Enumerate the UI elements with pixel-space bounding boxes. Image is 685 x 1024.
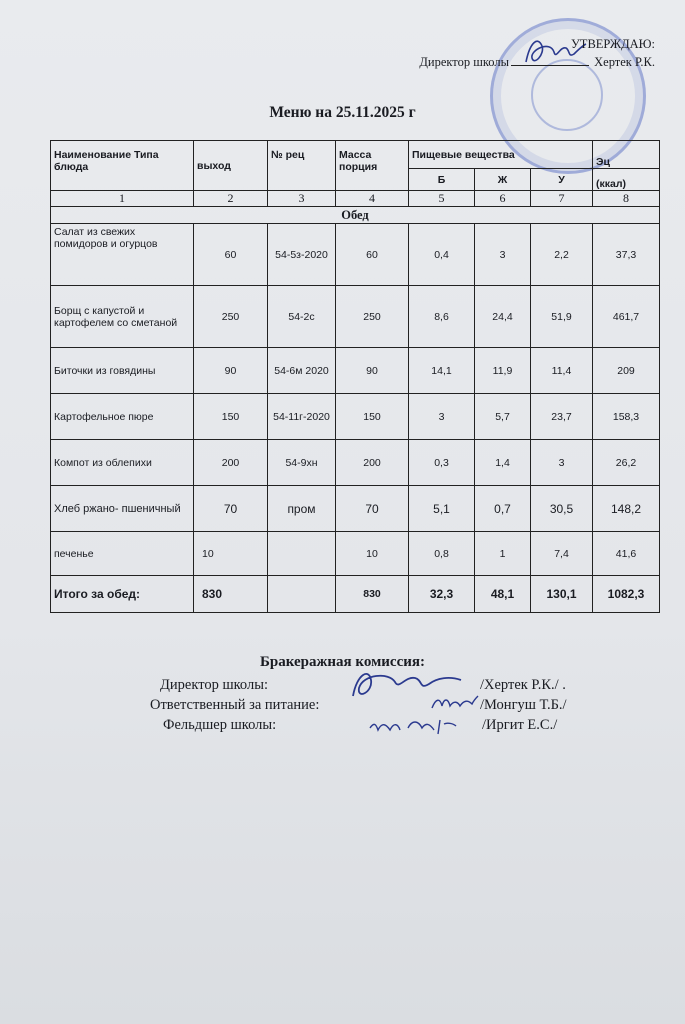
table-row — [51, 286, 660, 348]
total-output: 830 — [194, 576, 268, 613]
signature-line — [511, 53, 589, 66]
header-zh: Ж — [475, 169, 531, 191]
section-row — [51, 207, 660, 224]
menu-title: Меню на 25.11.2025 г — [269, 104, 416, 121]
commission-title: Бракеражная комиссия: — [260, 654, 425, 670]
dish-zh: 1,4 — [475, 440, 531, 486]
dish-u: 23,7 — [531, 394, 593, 440]
total-u: 130,1 — [531, 576, 593, 613]
table-row — [51, 348, 660, 394]
table-row — [51, 532, 660, 576]
dish-output: 150 — [194, 394, 268, 440]
dish-u: 51,9 — [531, 286, 593, 348]
dish-recipe — [268, 532, 336, 576]
header-mass: Масса порция — [336, 141, 409, 191]
member-name: /Монгуш Т.Б./ — [480, 697, 567, 713]
dish-b: 3 — [409, 394, 475, 440]
dish-energy: 41,6 — [593, 532, 660, 576]
header-output: выход — [194, 141, 268, 191]
dish-recipe: 54-6м 2020 — [268, 348, 336, 394]
total-row — [51, 576, 660, 613]
dish-b: 8,6 — [409, 286, 475, 348]
dish-recipe: 54-11г-2020 — [268, 394, 336, 440]
dish-mass: 250 — [336, 286, 409, 348]
table-row — [51, 394, 660, 440]
table-row — [51, 440, 660, 486]
dish-recipe: 54-9хн — [268, 440, 336, 486]
approval-name: Хертек Р.К. — [594, 55, 655, 69]
dish-output: 250 — [194, 286, 268, 348]
member-position: Ответственный за питание: — [150, 697, 320, 713]
dish-output: 200 — [194, 440, 268, 486]
header-nutrients: Пищевые вещества — [409, 141, 593, 169]
dish-energy: 26,2 — [593, 440, 660, 486]
dish-u: 7,4 — [531, 532, 593, 576]
dish-u: 11,4 — [531, 348, 593, 394]
dish-u: 30,5 — [531, 486, 593, 532]
dish-b: 0,8 — [409, 532, 475, 576]
dish-energy: 148,2 — [593, 486, 660, 532]
table-row — [51, 224, 660, 286]
dish-output: 60 — [194, 224, 268, 286]
column-number: 8 — [593, 191, 660, 207]
member-name: /Хертек Р.К./ . — [480, 677, 566, 693]
header-name: Наименование Типа блюда — [51, 141, 194, 191]
member-position: Фельдшер школы: — [163, 717, 277, 733]
dish-zh: 24,4 — [475, 286, 531, 348]
total-b: 32,3 — [409, 576, 475, 613]
header-recipe: № рец — [268, 141, 336, 191]
header-energy: Эц — [593, 141, 660, 169]
section-title: Обед — [51, 207, 660, 224]
dish-name: Биточки из говядины — [51, 348, 194, 394]
total-zh: 48,1 — [475, 576, 531, 613]
header-b: Б — [409, 169, 475, 191]
column-number: 6 — [475, 191, 531, 207]
header-row — [51, 141, 660, 169]
dish-name: Салат из свежих помидоров и огурцов — [51, 224, 194, 286]
header-u: У — [531, 169, 593, 191]
total-energy: 1082,3 — [593, 576, 660, 613]
dish-name: Хлеб ржано- пшеничный — [51, 486, 194, 532]
dish-b: 5,1 — [409, 486, 475, 532]
dish-zh: 11,9 — [475, 348, 531, 394]
dish-mass: 90 — [336, 348, 409, 394]
dish-mass: 10 — [336, 532, 409, 576]
dish-energy: 37,3 — [593, 224, 660, 286]
approval-heading: УТВЕРЖДАЮ: — [570, 37, 655, 51]
dish-recipe: 54-5з-2020 — [268, 224, 336, 286]
approval-position: Директор школы — [419, 55, 510, 69]
approval-block — [419, 36, 655, 71]
dish-name: Борщ с капустой и картофелем со сметаной — [51, 286, 194, 348]
dish-u: 3 — [531, 440, 593, 486]
dish-name: Картофельное пюре — [51, 394, 194, 440]
dish-energy: 461,7 — [593, 286, 660, 348]
header-energy-unit: (ккал) — [593, 169, 660, 191]
dish-recipe: 54-2с — [268, 286, 336, 348]
dish-output: 70 — [194, 486, 268, 532]
total-label: Итого за обед: — [51, 576, 194, 613]
table-row — [51, 486, 660, 532]
member-position: Директор школы: — [160, 677, 268, 693]
dish-output: 90 — [194, 348, 268, 394]
dish-mass: 60 — [336, 224, 409, 286]
dish-zh: 3 — [475, 224, 531, 286]
total-recipe — [268, 576, 336, 613]
column-number: 7 — [531, 191, 593, 207]
column-number: 4 — [336, 191, 409, 207]
dish-zh: 5,7 — [475, 394, 531, 440]
column-number: 3 — [268, 191, 336, 207]
irgit-signature — [368, 712, 458, 740]
total-mass: 830 — [336, 576, 409, 613]
dish-recipe: пром — [268, 486, 336, 532]
column-numbers-row — [51, 191, 660, 207]
dish-u: 2,2 — [531, 224, 593, 286]
dish-output: 10 — [194, 532, 268, 576]
dish-zh: 1 — [475, 532, 531, 576]
dish-mass: 70 — [336, 486, 409, 532]
column-number: 5 — [409, 191, 475, 207]
dish-b: 0,3 — [409, 440, 475, 486]
dish-b: 0,4 — [409, 224, 475, 286]
dish-zh: 0,7 — [475, 486, 531, 532]
dish-name: печенье — [51, 532, 194, 576]
column-number: 2 — [194, 191, 268, 207]
dish-mass: 150 — [336, 394, 409, 440]
dish-b: 14,1 — [409, 348, 475, 394]
member-name: /Иргит Е.С./ — [482, 717, 558, 733]
dish-energy: 158,3 — [593, 394, 660, 440]
approval-line — [419, 53, 655, 71]
menu-table — [50, 140, 660, 613]
dish-energy: 209 — [593, 348, 660, 394]
column-number: 1 — [51, 191, 194, 207]
dish-name: Компот из облепихи — [51, 440, 194, 486]
dish-mass: 200 — [336, 440, 409, 486]
